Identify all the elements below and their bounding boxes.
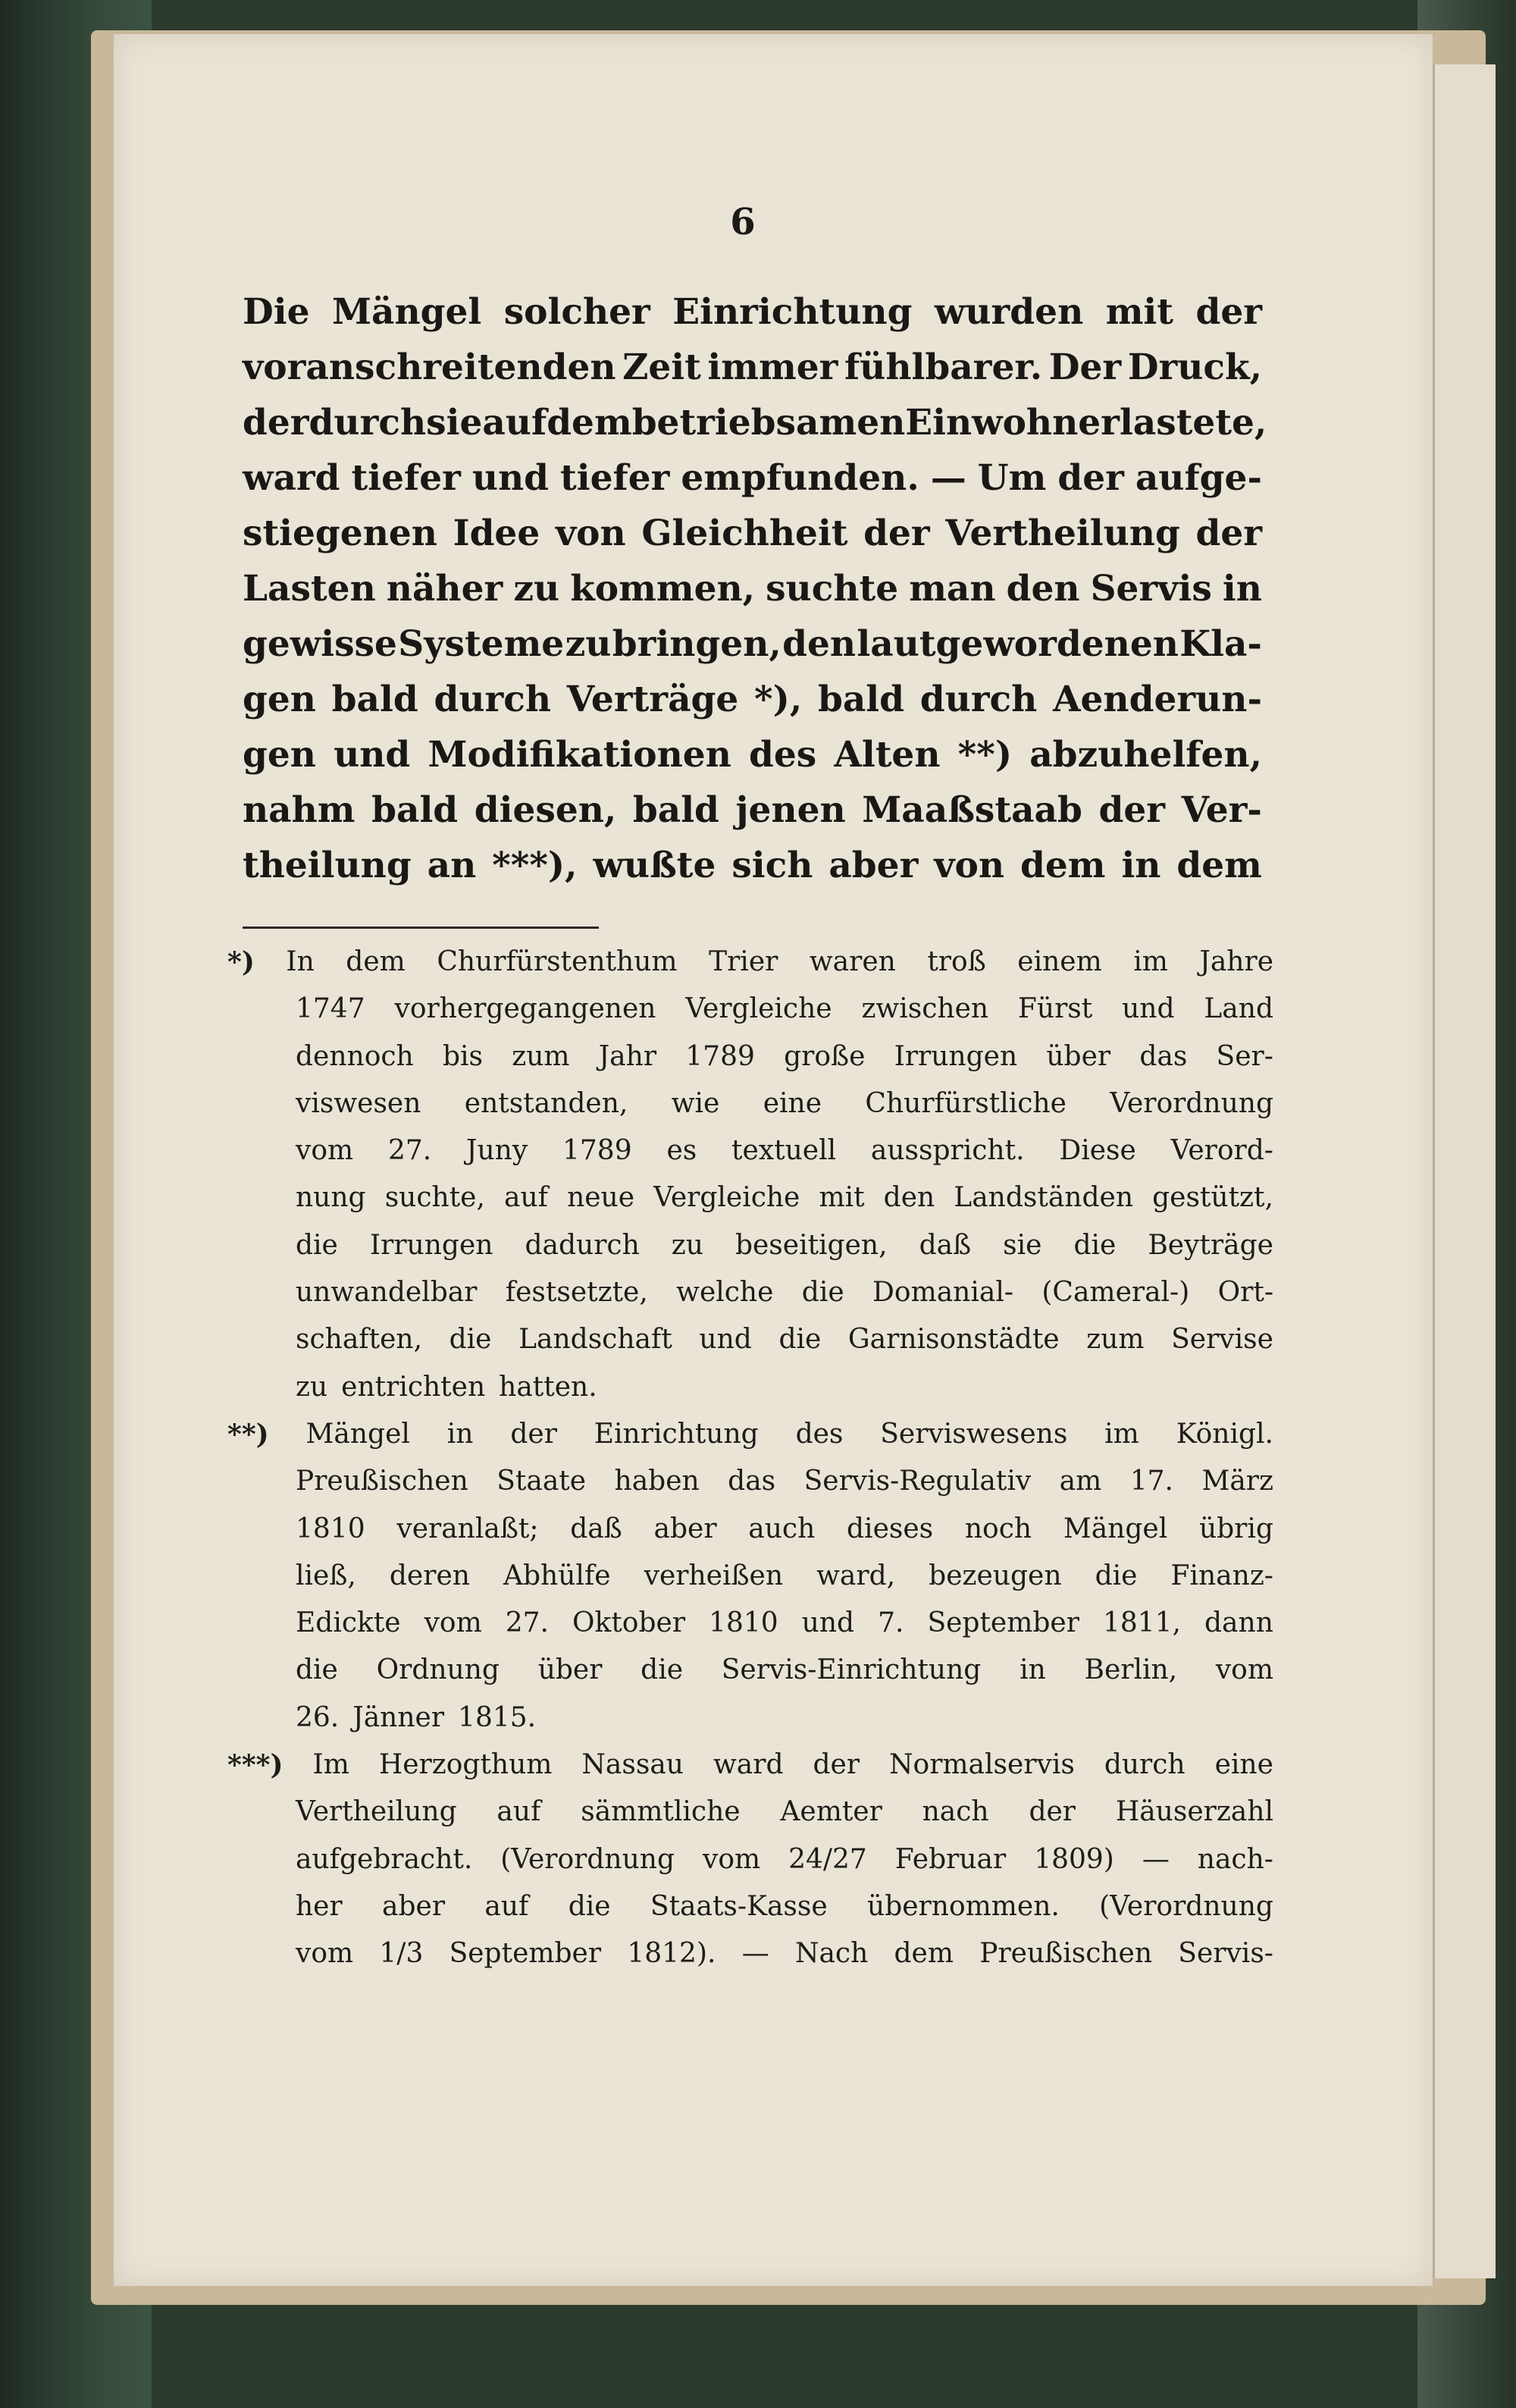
footnote-line: **) Mängel in der Einrichtung des Serviswesens im Königl.: [227, 1411, 1273, 1458]
page-number: 6: [730, 201, 756, 243]
footnote-line: viswesen entstanden, wie eine Churfürstliche Verordnung: [296, 1087, 1273, 1119]
footnote-line: zu entrichten hatten.: [296, 1371, 597, 1403]
footnote-line: aufgebracht. (Verordnung vom 24/27 Februar 1809) — nach-: [296, 1843, 1273, 1875]
footnote-line: 1747 vorhergegangenen Vergleiche zwischen Fürst und Land: [296, 993, 1273, 1025]
footnote-line: ließ, deren Abhülfe verheißen ward, bezeugen die Finanz-: [296, 1560, 1273, 1591]
footnote-line: Vertheilung auf sämmtliche Aemter nach der Häuserzahl: [296, 1796, 1273, 1828]
main-text-line: gewisse Systeme zu bringen, den lautgewordenen Kla-: [243, 623, 1262, 665]
footnote-line: Preußischen Staate haben das Servis-Regulativ am 17. März: [296, 1466, 1273, 1497]
footnote-line: nung suchte, auf neue Vergleiche mit den Landständen gestützt,: [296, 1182, 1273, 1214]
main-text-line: Lasten näher zu kommen, suchte man den Servis in: [243, 568, 1262, 610]
main-text-line: der durch sie auf dem betriebsamen Einwohner lastete,: [243, 402, 1267, 444]
main-text-line: gen bald durch Verträge *), bald durch Aenderun-: [243, 679, 1262, 720]
main-text-block: [243, 284, 1267, 893]
footnote-line: Edickte vom 27. Oktober 1810 und 7. September 1811, dann: [296, 1607, 1273, 1639]
footnotes-block: [227, 939, 1273, 1978]
footnote-line: *) In dem Churfürstenthum Trier waren troß einem im Jahre: [227, 939, 1273, 986]
footnote-separator-rule: [243, 927, 599, 929]
footnote-line: unwandelbar festsetzte, welche die Domanial- (Cameral-) Ort-: [296, 1277, 1273, 1309]
footnote-marker: *): [227, 946, 255, 978]
footnote-line: her aber auf die Staats-Kasse übernommen. (Verordnung: [296, 1890, 1273, 1922]
footnote-marker: ***): [227, 1749, 283, 1782]
main-text-line: ward tiefer und tiefer empfunden. — Um der aufge-: [243, 457, 1262, 499]
footnote-line: vom 27. Juny 1789 es textuell ausspricht. Diese Verord-: [296, 1135, 1273, 1167]
footnote-line: 1810 veranlaßt; daß aber auch dieses noch Mängel übrig: [296, 1513, 1273, 1544]
main-text-line: stiegenen Idee von Gleichheit der Vertheilung der: [243, 513, 1262, 554]
footnote-line: dennoch bis zum Jahr 1789 große Irrungen über das Ser-: [296, 1040, 1273, 1072]
footnote-line: die Ordnung über die Servis-Einrichtung in Berlin, vom: [296, 1654, 1273, 1686]
footnote-line: schaften, die Landschaft und die Garnisonstädte zum Servise: [296, 1324, 1273, 1356]
main-text-line: theilung an ***), wußte sich aber von dem in dem: [243, 845, 1262, 886]
footnote-line: die Irrungen dadurch zu beseitigen, daß sie die Beyträge: [296, 1229, 1273, 1261]
footnote-line: ***) Im Herzogthum Nassau ward der Normalservis durch eine: [227, 1742, 1273, 1789]
footnote-line: 26. Jänner 1815.: [296, 1701, 537, 1733]
main-text-line: nahm bald diesen, bald jenen Maaßstaab der Ver-: [243, 789, 1262, 831]
main-text-line: Die Mängel solcher Einrichtung wurden mit der: [243, 291, 1262, 333]
adjacent-page-edge: [1433, 64, 1496, 2278]
main-text-line: gen und Modifikationen des Alten **) abzuhelfen,: [243, 734, 1262, 776]
footnote-marker: **): [227, 1418, 269, 1450]
main-text-line: voranschreitenden Zeit immer fühlbarer. Der Druck,: [243, 346, 1262, 388]
footnote-line: vom 1/3 September 1812). — Nach dem Preußischen Servis-: [296, 1938, 1273, 1970]
